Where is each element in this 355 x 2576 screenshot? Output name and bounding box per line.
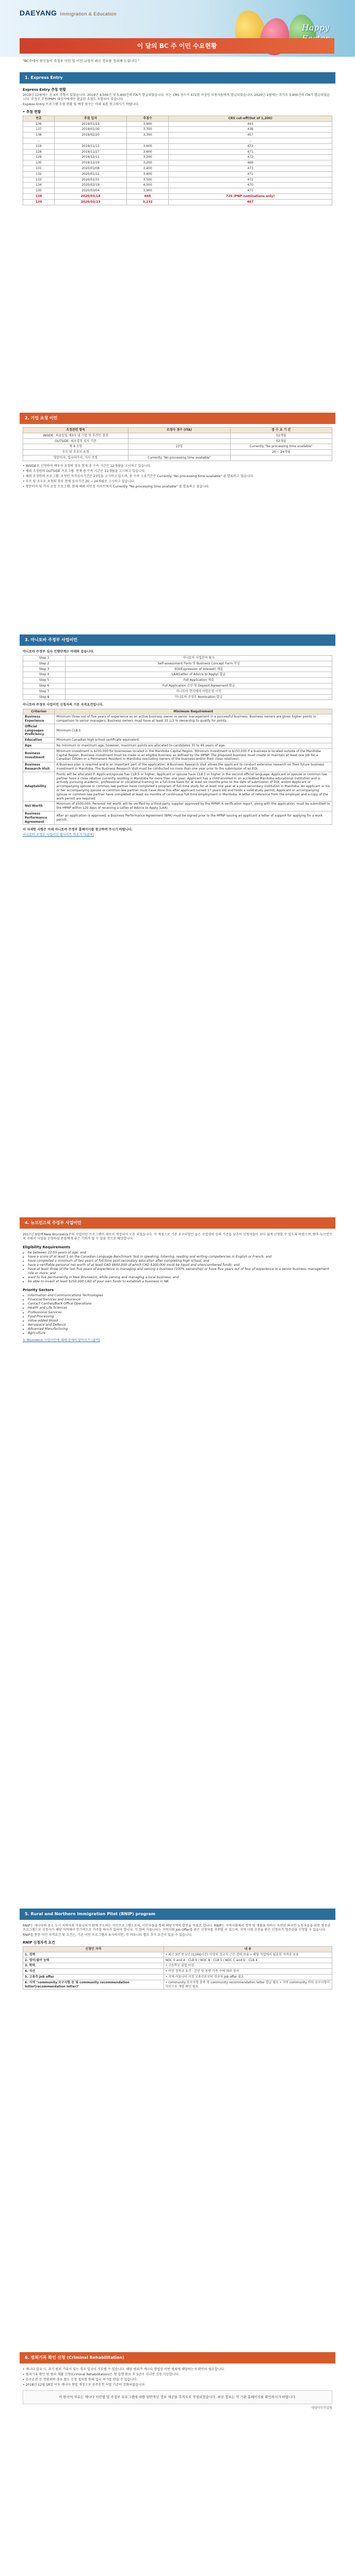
priority-sector-item: • Aerospace and Defence (28, 1323, 332, 1327)
table-cell: 668 (126, 194, 168, 200)
step-description: EOI(Expression of Interest) 제출 (66, 666, 332, 672)
table-cell: INSIDE: 최초등업 제3사 내 기업 및 후견인 결정 (23, 433, 128, 438)
table-row (23, 433, 332, 438)
step-row (23, 656, 332, 661)
table-row (23, 143, 332, 149)
table-cell: 4,500 (126, 183, 168, 188)
step-row (23, 678, 332, 683)
priority-sector-item: • Contact Centres/Back Office Operations (28, 1302, 332, 1306)
rnip-table (23, 1946, 332, 1990)
table-cell: 137 (23, 127, 55, 133)
table-row (23, 1963, 332, 1969)
requirement-cell: Points will be allocated if: Applicant/spouse has CLB 5 or higher; Applicant or spouse have CLB 5 or higher in the second official language; Applicant or spouse or common-law partner have a close relative currently residing in Manitoba for more than one year; Applicant has a child enrolled in an accredited Manitoba educational institution and is actively pursuing academic, professional or vocational training on a full-time basis for at least six months prior to the date of submission of EOI; and/or Applicant or accompanying spouse or common-law partner have completed a program of full-time study for at least one year at a post-secondary institution in Manitoba. An applicant or his or her accompanying spouse or common-law partner must have done this after applicant turned 17 years old and holds a valid study permit; Applicant or accompanying spouse or common-law partner have completed at least six months of continuous full-time employment in Manitoba. A letter of reference from the employer and a copy of the work permit are required. (55, 772, 332, 802)
table-cell: 132 (23, 171, 55, 177)
step-row (23, 661, 332, 666)
requirement-row (23, 811, 332, 825)
eligibility-item: • have a verifiable personal net worth of at least CAD $600,000 of which CAD $300,000 must be liquid and unencumbered funds; and (28, 1263, 332, 1267)
table-cell: 2020/03/18 (55, 194, 127, 200)
new-brunswick-link[interactable]: 뉴 Brunswick 사업이민에 대해 상세히 알아보기 (클릭) (23, 1338, 100, 1342)
detail-cell: • 최근 3년 중 1년 (1,560시간) 이상의 정규직 근무 경력 보유 • 해당 직업에서 필요한 자격증 보유 (164, 1952, 332, 1958)
step-description: Full Application 제출 (66, 678, 332, 683)
eligibility-item: • be able to invest at least $250,000 CAD of your own funds to establish a business in NB. (28, 1280, 332, 1284)
table-cell: 471 (169, 149, 332, 155)
requirement-cell: Minimum of $500,000. Personal net worth will be verified by a third-party supplier approved by the MPNP. A verification report, along with the application, must be submitted to the MPNP within 120 days of receiving a Letter of Advice to Apply (LAA). (55, 802, 332, 811)
table-cell: 3,350 (126, 133, 168, 138)
table-cell: 2020/01/22 (55, 171, 127, 177)
table-cell: 3,232 (126, 199, 168, 205)
criterion-cell: 6. 지역 "community 요구사항 등 및 community recommendation letter(recommendation letter)" (23, 1980, 164, 1990)
eligibility-item: • have completed a minimum of two years of full-time post-secondary education after completing high school; and (28, 1259, 332, 1263)
table-cell: 3,200 (126, 155, 168, 160)
table-row (23, 171, 332, 177)
table-cell: 3,400 (126, 166, 168, 172)
table-cell: 470 (169, 183, 332, 188)
table-row (23, 166, 332, 172)
table-cell: 130 (23, 160, 55, 166)
paragraph: 더 자세한 사항은 아래 마니토바 주정부 홈페이지를 참고하여 주시기 바랍니다. (23, 828, 133, 832)
table-header-cell: CRS cut-off(Out of 1,200) (169, 116, 332, 121)
table-cell: 3,350 (126, 127, 168, 133)
table-row (23, 149, 332, 155)
note-item: • 방문비자 및 가사 조정 프로그램: 현재 해외 이민성 사이트에서 Currently "No processing time available" 를 발표하고 있습니다. (23, 485, 210, 489)
footer-company: 대양이민컨설팅 (311, 2406, 332, 2410)
section-title: 1. Express Entry (20, 72, 335, 84)
table-cell: 방문비자, 입국허가서, 가사 조정 (23, 455, 128, 461)
table-cell: 472 (169, 143, 332, 149)
step-number: Step 1 (23, 656, 66, 661)
pnp-table (23, 427, 332, 461)
paragraph: Express Entry 프로그램 추첨 현황 및 예상 점수는 아래 표를 참고하시기 바랍니다. (23, 102, 139, 106)
table-title: • 추첨 현황 (23, 110, 41, 115)
table-cell: 136 (23, 121, 55, 127)
requirement-cell: Minimum three out of five years of experience as an active business owner or senior management in a successful business. Business owners are given higher points in comparison to senior managers. Business owners must have at least 33 1/3 % ownership to qualify for points. (55, 714, 332, 724)
paragraph: 2019년 12월에는 총 4차 추첨이 있었습니다. 2019년 4,500건 및 3,400건의 ITA가 발급되었습니다. 이는 CRS 점수가 472점 이상인 지원자들에게 발급되었습니다. 2020년 1월에는 추가로 3,400건의 ITA가 발급되었습니다. 주정부 추천(PNP) 대상자에게만 발급된 추첨도 포함되어 있습니다. (23, 93, 330, 101)
table-row (23, 127, 332, 133)
table-cell: 131 (23, 166, 55, 172)
table-cell: 23일 (128, 444, 230, 450)
requirement-cell: Minimum CLB 5 (55, 724, 332, 737)
table-cell: 2019/02/20 (55, 133, 127, 138)
section-manitoba (20, 634, 335, 841)
table-cell: 720 (PNP nominations only) (169, 194, 332, 200)
section-rnip (20, 1909, 335, 1993)
table-cell: 128 (23, 149, 55, 155)
section-pnp (20, 413, 335, 493)
requirement-cell: Minimum Canadian high school certificate equivalent. (55, 738, 332, 743)
table-header-cell: 조정자 점수 (ITA) (128, 428, 230, 433)
manitoba-website-link[interactable]: 마니토바 주정부 사업이민 웹사이트 바로가기(클릭) (23, 833, 94, 837)
step-description: Self-assessment Form 및 Business Concept Form 작성 (66, 661, 332, 666)
criterion-cell: Business Performance Agreement (23, 811, 55, 825)
note-item: • 부모 및 조부모 초청의 경우 현재 심사기간 20 ~ 24개월로 고시하고 있습니다. (23, 479, 135, 483)
table-cell: 2020/03/04 (55, 188, 127, 194)
step-number: Step 7 (23, 689, 66, 694)
eligibility-item: • have at least three of the last five years of experience in managing and owning a business (100% ownership) or have five years out of four of experience in a senior business management role or more; and (28, 1267, 332, 1276)
criterion-cell: 4. 자산 (23, 1969, 164, 1975)
table-cell: 457 (169, 133, 332, 138)
table-cell: 3,200 (126, 160, 168, 166)
requirement-cell: No minimum or maximum age, however, maximum points are allocated to candidates 35 to 49 years of age. (55, 743, 332, 749)
table-cell: 2019/11/13 (55, 143, 127, 149)
table-cell: 473 (169, 166, 332, 172)
table-header-cell: 추첨수 (126, 116, 168, 121)
criterion-cell: Business Experience (23, 714, 55, 724)
bullet-item: • 음주운전 등 경범죄의 경우 별도 신청 절차를 통해 입국 허가를 받을 수 있습니다. (23, 2378, 138, 2382)
table-cell: 138 (23, 194, 55, 200)
requirement-cell: A Business plan is required and is an important part of the application. A Business Research Visit allows the applicant to conduct extensive research on their future business investment in Manitoba. The Business Research Visit must be conducted no more than one year prior to the submission of an EOI. (55, 762, 332, 772)
requirement-row (23, 802, 332, 811)
paragraph: 2017년 9월에 New Brunswick주의 사업이민 프로그램이 새로이 개정되어 오픈 되었습니다. 이 개정으로 기존 요구되었던 높은 사업경력 등의 기준을 낮추어 신청자들이 보다 쉽게 신청할 수 있도록 하였으며, 향후 뉴브런즈윅 주에서 사업을 운영하실 분들에게 좋은 기회가 될 수 있을 것으로 예상합니다. (23, 1233, 333, 1241)
requirement-cell: Minimum investment is $250,000 for businesses located in the Manitoba Capital Region. Minimum investment is $150,000 if a business is located outside of the Manitoba Capital Region. Business investment must be made in an eligible business as defined by the MPNP. The proposed business must create or maintain at least one job for a Canadian Citizen or a Permanent Resident in Manitoba (excluding owners of the business and/or their close relatives). (55, 748, 332, 762)
table-cell: 438 (169, 127, 332, 133)
table-title: RNIP 신청자격 요건 (23, 1941, 55, 1945)
table-cell: Currently "No processing time available" (128, 455, 230, 461)
note-item: • INSIDE로 신청하여 배우자 초청의 경우 현재 총 수속 시간은 12개월을 고시하고 있습니다. (23, 464, 152, 468)
eligibility-item: • be between 22-55 years of age; and (28, 1251, 332, 1255)
step-description: Full Application 승인 및 Deposit Agreement 발급 (66, 683, 332, 689)
table-cell: 3,500 (126, 177, 168, 183)
table-cell: 52개월 (230, 433, 332, 438)
table-cell: ... (169, 138, 332, 144)
paragraph: 마니토바 주정부 심사 진행단계는 아래와 같습니다. (23, 650, 94, 654)
table-cell: 2020/02/19 (55, 183, 127, 188)
criterion-cell: 3. 학력 (23, 1963, 164, 1969)
subsection-title: Priority Sectors (23, 1288, 54, 1293)
priority-sector-item: • Health and Life Sciences (28, 1306, 332, 1310)
requirement-cell: After an application is approved, a Business Performance Agreement (BPA) must be signed prior to the MPNP issuing an applicant a letter of support for applying for a work permit. (55, 811, 332, 825)
step-row (23, 683, 332, 689)
table-row (23, 183, 332, 188)
requirement-row (23, 762, 332, 772)
table-cell: 2020/01/31 (55, 177, 127, 183)
criterion-cell: 2. 영어/불어 능력 (23, 1958, 164, 1963)
step-description: 마니토바 현지에서 사업운영 시작 (66, 689, 332, 694)
table-cell: 138 (23, 133, 55, 138)
table-row (23, 177, 332, 183)
criterion-cell: Adaptability (23, 772, 55, 802)
intro-text: "BC주에서 한인들이 주정부 이민 및 이민 규정의 최신 정보를 정리해 드립니다." (23, 59, 139, 63)
company-logo[interactable]: DAEYANG Immigration & Education (20, 9, 117, 17)
detail-cell: • 지역 커뮤니티 지정 고용주로부터 정규직 Job offer 필요 (164, 1975, 332, 1980)
eligibility-item: • want to live permanently in New Brunswick, while owning and managing a local business; and (28, 1276, 332, 1280)
table-cell (128, 438, 230, 444)
step-number: Step 3 (23, 666, 66, 672)
table-cell (126, 138, 168, 144)
table-cell: 부모 및 조부모 초청 (23, 450, 128, 455)
criterion-cell: 5. 고용주 Job offer (23, 1975, 164, 1980)
table-cell: 471 (169, 188, 332, 194)
mnp-requirements-table (23, 709, 332, 825)
priority-sector-item: • Financial Services and Insurance (28, 1298, 332, 1302)
step-number: Step 8 (23, 694, 66, 700)
table-cell: 134 (23, 183, 55, 188)
step-description: 마니토바 사업분야 탐사 (66, 656, 332, 661)
table-cell: 3,600 (126, 149, 168, 155)
table-cell: 472 (169, 177, 332, 183)
paragraph: 마니토바 주정부 사업이민 신청자의 기본 자격요건입니다. (23, 703, 104, 707)
table-header-cell: 번호 (23, 116, 55, 121)
table-cell: 467 (169, 199, 332, 205)
section-title: 5. Rural and Northern Immigration Pilot (RNIP) program (20, 1909, 335, 1920)
section-title: 4. 뉴브런즈윅 주정부 사업이민 (20, 1217, 335, 1229)
table-header-cell: 점 수 요 기 간 (230, 428, 332, 433)
step-number: Step 5 (23, 678, 66, 683)
paragraph: RNIP는 캐나다의 중소 도시 지역사회 커뮤니티가 함께 주도하는 이민프로그램으로써, 이민자들을 통해 해당지역의 발전을 목표로 합니다. RNIP는 지역사회에서 정착 및 생활을 원하는 숙련된 외국인 노동자들을 위한 영주권 프로그램으로 신청자가 해당 지역에서 장기적으로 거주할 의사가 있어야 합니다. 각 참여 커뮤니티는 지역사회 Job Offer를 받은 신청자를 추천할 수 있으며, 지역 사회 추천을 받은 신청자가 영주권을 신청할 수 있습니다. (23, 1924, 331, 1932)
paragraph: RNIP를 통한 이민 자격요건 및 조건은, 기존 이민 프로그램과 유사하지만, 각 커뮤니티 별로 추가 요건이 있을 수 있습니다. (23, 1933, 192, 1937)
step-number: Step 4 (23, 672, 66, 678)
section-title: 3. 마니토바 주정부 사업이민 (20, 634, 335, 646)
easter-greeting: Happy (302, 23, 330, 32)
table-header-cell: 조정관련 항목 (23, 428, 128, 433)
table-row (23, 1952, 332, 1958)
section-new-brunswick (20, 1217, 335, 1346)
table-cell (55, 138, 127, 144)
table-row (23, 1958, 332, 1963)
requirement-row (23, 743, 332, 749)
requirement-row (23, 772, 332, 802)
table-cell (128, 450, 230, 455)
step-number: Step 6 (23, 683, 66, 689)
table-cell: 139 (23, 199, 55, 205)
section-title: 2. 기업 초청 이민 (20, 413, 335, 424)
table-row (23, 133, 332, 138)
table-header-cell: Minimum Requirement (55, 709, 332, 714)
step-row (23, 689, 332, 694)
priority-sector-item: • Agriculture (28, 1331, 332, 1335)
criterion-cell: 1. 경력 (23, 1952, 164, 1958)
step-row (23, 666, 332, 672)
requirement-row (23, 714, 332, 724)
ee-draw-table (23, 116, 332, 205)
table-row (23, 194, 332, 200)
table-row (23, 438, 332, 444)
section-criminal-rehab (20, 2352, 335, 2413)
table-row (23, 188, 332, 194)
table-cell: 제 4 조항 (23, 444, 128, 450)
criterion-cell: Age (23, 743, 55, 749)
table-cell: 3,400 (126, 171, 168, 177)
eligibility-item: • have a score of at least 5 on the Canadian Language Benchmark Test in speaking, listening, reading and writing competencies in English or French; and (28, 1255, 332, 1259)
table-cell (128, 433, 230, 438)
table-cell: 2019/01/30 (55, 127, 127, 133)
table-header-cell: Criterion (23, 709, 55, 714)
notice-box: 이 한국어 자료는 캐나다 이민법 및 주정부 프로그램에 대한 일반적인 정보 제공을 목적으로 작성되었습니다. 최신 정보는 각 기관 홈페이지를 확인하시기 바랍니다. (23, 2390, 332, 2404)
table-cell: ... (23, 138, 55, 144)
table-row (23, 455, 332, 461)
priority-sector-item: • Value-added Wood (28, 1319, 332, 1323)
bullet-item: • 범죄기록 확인 및 범죄 재활 신청(Criminal Rehabilitation)은 형 집행 완료 후 5년이 지나면 신청 가능합니다. (23, 2373, 180, 2377)
table-cell: 119 (23, 143, 55, 149)
table-header-cell: 신청인 자격 (23, 1947, 164, 1952)
table-row (23, 1969, 332, 1975)
table-cell: 469 (169, 160, 332, 166)
table-cell: 3,900 (126, 188, 168, 194)
table-row (23, 450, 332, 455)
priority-sector-item: • Food Processing (28, 1315, 332, 1319)
table-row (23, 1975, 332, 1980)
newsletter-banner: 이 달의 BC 주 이민 수요현황 (20, 38, 334, 54)
table-cell: 471 (169, 171, 332, 177)
table-cell: 2019/01/23 (55, 121, 127, 127)
table-cell: Currently "No processing time available" (230, 444, 332, 450)
detail-cell: NOC 0 and A : CLB 6 / NOC B : CLB 5 / NOC C and D : CLB 4 (164, 1958, 332, 1963)
requirement-row (23, 748, 332, 762)
table-row (23, 121, 332, 127)
bullet-item: • 2018년 12월 18일 이후 캐나다 형법 개정으로 음주운전 처벌 기준이 강화되었습니다. (23, 2383, 146, 2387)
table-row (23, 138, 332, 144)
table-row (23, 160, 332, 166)
priority-sector-item: • Information and Communications Technologies (28, 1294, 332, 1298)
table-cell: 52개월 (230, 438, 332, 444)
criterion-cell: Business Research Visit (23, 762, 55, 772)
detail-cell: • 이민 정착금 요건 : 본인 및 동반 가족 수에 따라 상이 (164, 1969, 332, 1975)
section-title: 6. 범죄기록 확인 신청 (Criminal Rehabilitation) (20, 2352, 335, 2363)
requirement-row (23, 738, 332, 743)
table-cell: OUTSIDE: 최초결정 심사 기준 (23, 438, 128, 444)
note-item: • 해외 조정원의 OUTSIDE 프로그램: 현재 총 수속 시간은 12개월을 고시하고 있습니다. (23, 469, 146, 473)
bullet-item: • 캐나다 입국 시, 과거 범죄 기록이 있는 경우 입국이 거부될 수 있습니다. 해당 범죄가 캐나다 형법상 어떤 범죄에 해당하는지 확인이 필요합니다. (23, 2368, 225, 2371)
subsection-title: Express Entry 추첨 현황 (23, 88, 66, 92)
table-cell: 2019/12/11 (55, 155, 127, 160)
table-cell: 3,600 (126, 143, 168, 149)
table-row (23, 444, 332, 450)
table-row (23, 199, 332, 205)
detail-cell: • 고등학교 졸업 이상 (164, 1963, 332, 1969)
priority-sector-item: • Professional Services (28, 1311, 332, 1315)
table-header-cell: 내 용 (164, 1947, 332, 1952)
detail-cell: • community 요구사항 충족 및 community recommendation letter 발급 필요 • 지역 community 마다 요구사항이 다르므로 개별 확인 필요 (164, 1980, 332, 1990)
table-cell: 472 (169, 155, 332, 160)
table-cell: 133 (23, 177, 55, 183)
table-cell: 2019/12/19 (55, 160, 127, 166)
step-row (23, 672, 332, 678)
step-number: Step 2 (23, 661, 66, 666)
table-cell: 129 (23, 155, 55, 160)
table-row (23, 1980, 332, 1990)
table-cell: 3,900 (126, 121, 168, 127)
table-cell: 443 (169, 121, 332, 127)
table-cell: 2020/03/23 (55, 199, 127, 205)
section-express-entry (20, 72, 335, 208)
criterion-cell: Business Investment (23, 748, 55, 762)
table-cell (230, 455, 332, 461)
table-cell: 2019/11/27 (55, 149, 127, 155)
table-cell: 135 (23, 188, 55, 194)
table-row (23, 155, 332, 160)
criterion-cell: Official Languages Proficiency (23, 724, 55, 737)
step-description: 마니토바 주정부 Nomination 발급 (66, 694, 332, 700)
criterion-cell: Net Worth (23, 802, 55, 811)
step-row (23, 694, 332, 700)
step-description: LAA(Letter of Advice to Apply) 발급 (66, 672, 332, 678)
priority-sector-item: • Advanced Manufacturing (28, 1327, 332, 1331)
table-header-cell: 추첨 일자 (55, 116, 127, 121)
criterion-cell: Education (23, 738, 55, 743)
note-item: • 해외 조정원의 프로그램: 초청인 자격심사기간은 23일을 고시하고 있으며, 총 수속 소요기간은 Currently "No processing time available" 을 발표하고 있습니다. (23, 474, 254, 478)
table-cell: 20 ~ 24개월 (230, 450, 332, 455)
requirement-row (23, 724, 332, 737)
subsection-title: Eligibility Requirements (23, 1245, 71, 1250)
mnp-steps-table (23, 655, 332, 700)
table-cell: 2020/01/08 (55, 166, 127, 172)
